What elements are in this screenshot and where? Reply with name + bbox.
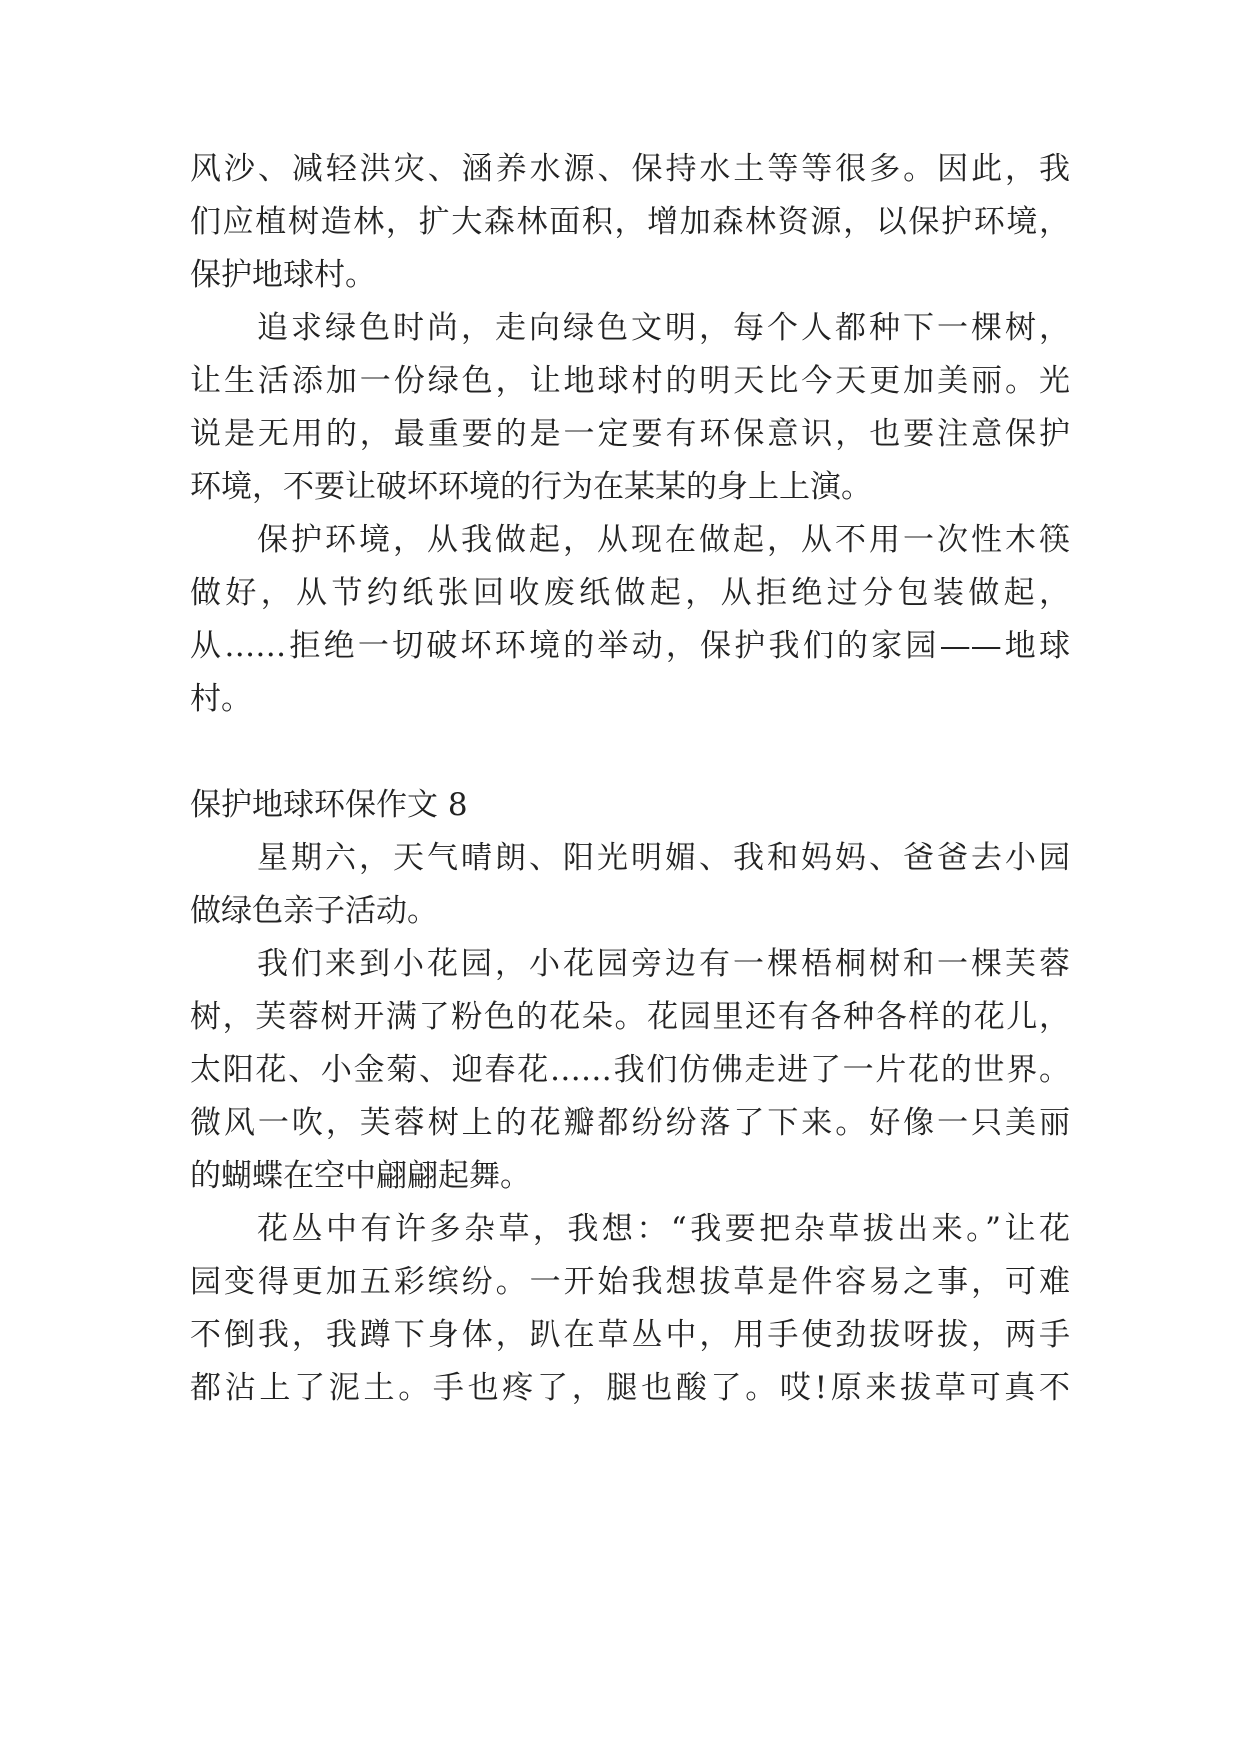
- paragraph-line: 不倒我，我蹲下身体，趴在草丛中，用手使劲拔呀拔，两手: [190, 1317, 1070, 1353]
- paragraph-line: 的蝴蝶在空中翩翩起舞。: [190, 1158, 531, 1194]
- paragraph-line: 微风一吹，芙蓉树上的花瓣都纷纷落了下来。好像一只美丽: [190, 1105, 1070, 1141]
- paragraph-line: 我们来到小花园，小花园旁边有一棵梧桐树和一棵芙蓉: [257, 946, 1070, 982]
- paragraph-line: 做绿色亲子活动。: [190, 893, 438, 929]
- paragraph-line: 让生活添加一份绿色，让地球村的明天比今天更加美丽。光: [190, 363, 1070, 399]
- paragraph-line: 说是无用的，最重要的是一定要有环保意识，也要注意保护: [190, 416, 1070, 452]
- paragraph-line: 从……拒绝一切破坏环境的举动，保护我们的家园——地球: [190, 628, 1070, 664]
- paragraph-line: 风沙、减轻洪灾、涵养水源、保持水土等等很多。因此，我: [190, 151, 1070, 187]
- paragraph-line: 环境，不要让破坏环境的行为在某某的身上上演。: [190, 469, 872, 505]
- paragraph-line: 做好，从节约纸张回收废纸做起，从拒绝过分包装做起，: [190, 575, 1070, 611]
- paragraph-line: 保护环境，从我做起，从现在做起，从不用一次性木筷: [257, 522, 1070, 558]
- paragraph-line: 都沾上了泥土。手也疼了，腿也酸了。哎!原来拔草可真不: [190, 1370, 1070, 1406]
- paragraph-line: 星期六，天气晴朗、阳光明媚、我和妈妈、爸爸去小园: [257, 840, 1070, 876]
- paragraph-line: 们应植树造林，扩大森林面积，增加森林资源，以保护环境，: [190, 204, 1070, 240]
- paragraph-line: 太阳花、小金菊、迎春花……我们仿佛走进了一片花的世界。: [190, 1052, 1070, 1088]
- paragraph-line: 保护地球村。: [190, 257, 376, 293]
- paragraph-line: 树，芙蓉树开满了粉色的花朵。花园里还有各种各样的花儿，: [190, 999, 1070, 1035]
- paragraph-line: 园变得更加五彩缤纷。一开始我想拔草是件容易之事，可难: [190, 1264, 1070, 1300]
- paragraph-line: 花丛中有许多杂草，我想：“我要把杂草拔出来。”让花: [257, 1211, 1070, 1247]
- essay-heading: 保护地球环保作文 8: [190, 787, 468, 823]
- paragraph-line: 追求绿色时尚，走向绿色文明，每个人都种下一棵树，: [257, 310, 1070, 346]
- paragraph-line: 村。: [190, 681, 252, 717]
